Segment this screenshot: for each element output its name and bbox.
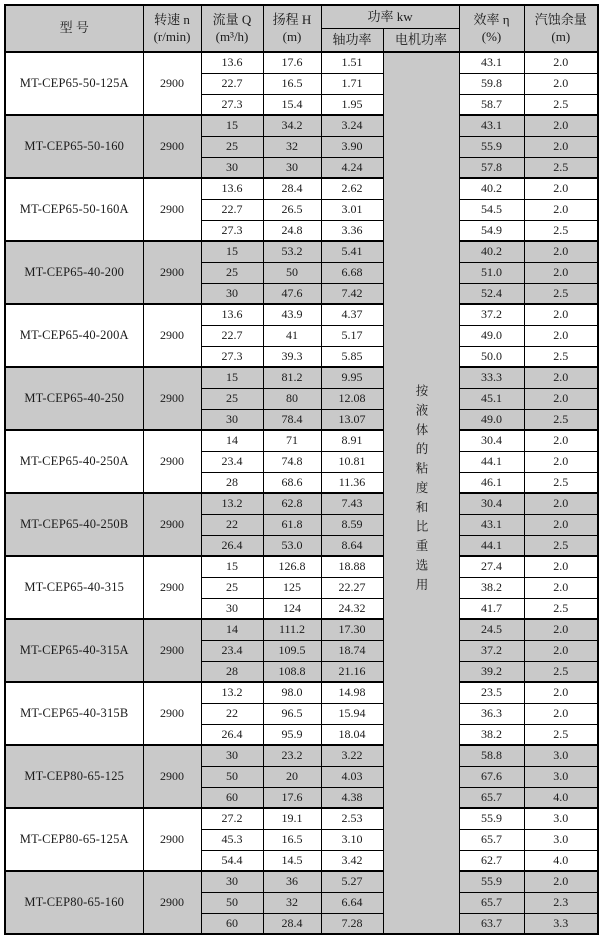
shaft-power-cell: 6.64 [321,892,383,913]
flow-cell: 28 [201,661,263,682]
shaft-power-cell: 7.28 [321,913,383,934]
header-efficiency: 效率 η (%) [459,5,524,52]
head-cell: 20 [263,766,321,787]
shaft-power-cell: 14.98 [321,682,383,703]
efficiency-cell: 44.1 [459,535,524,556]
table-row [5,115,598,136]
model-cell: MT-CEP65-50-160A [5,178,143,241]
shaft-power-cell: 18.88 [321,556,383,577]
head-cell: 36 [263,871,321,892]
flow-cell: 22.7 [201,73,263,94]
head-cell: 71 [263,430,321,451]
npsh-cell: 4.0 [524,787,598,808]
shaft-power-cell: 1.71 [321,73,383,94]
flow-cell: 25 [201,136,263,157]
flow-cell: 15 [201,367,263,388]
flow-cell: 22 [201,514,263,535]
flow-cell: 45.3 [201,829,263,850]
head-cell: 15.4 [263,94,321,115]
head-cell: 95.9 [263,724,321,745]
efficiency-cell: 38.2 [459,577,524,598]
shaft-power-cell: 5.17 [321,325,383,346]
npsh-cell: 2.0 [524,388,598,409]
table-row [5,178,598,199]
speed-cell: 2900 [143,115,201,178]
flow-cell: 14 [201,430,263,451]
npsh-cell: 2.5 [524,157,598,178]
efficiency-cell: 65.7 [459,829,524,850]
speed-cell: 2900 [143,178,201,241]
head-cell: 53.2 [263,241,321,262]
npsh-cell: 2.0 [524,52,598,73]
head-cell: 28.4 [263,913,321,934]
npsh-cell: 2.5 [524,283,598,304]
head-cell: 32 [263,136,321,157]
flow-cell: 25 [201,577,263,598]
npsh-cell: 2.0 [524,556,598,577]
flow-cell: 26.4 [201,724,263,745]
npsh-cell: 2.0 [524,682,598,703]
model-cell: MT-CEP80-65-160 [5,871,143,934]
efficiency-cell: 37.2 [459,640,524,661]
shaft-power-cell: 3.42 [321,850,383,871]
head-cell: 17.6 [263,52,321,73]
model-cell: MT-CEP65-40-315A [5,619,143,682]
table-row [5,808,598,829]
head-cell: 26.5 [263,199,321,220]
head-cell: 16.5 [263,829,321,850]
head-cell: 126.8 [263,556,321,577]
header-head: 扬程 H (m) [263,5,321,52]
flow-cell: 30 [201,598,263,619]
head-cell: 30 [263,157,321,178]
speed-cell: 2900 [143,682,201,745]
npsh-cell: 2.0 [524,73,598,94]
shaft-power-cell: 8.64 [321,535,383,556]
head-cell: 78.4 [263,409,321,430]
head-cell: 80 [263,388,321,409]
efficiency-cell: 37.2 [459,304,524,325]
efficiency-cell: 33.3 [459,367,524,388]
flow-cell: 25 [201,262,263,283]
speed-cell: 2900 [143,745,201,808]
efficiency-cell: 58.8 [459,745,524,766]
head-cell: 14.5 [263,850,321,871]
table-row [5,304,598,325]
flow-cell: 14 [201,619,263,640]
table-row [5,619,598,640]
efficiency-cell: 59.8 [459,73,524,94]
efficiency-cell: 38.2 [459,724,524,745]
flow-cell: 22.7 [201,325,263,346]
efficiency-cell: 27.4 [459,556,524,577]
shaft-power-cell: 15.94 [321,703,383,724]
npsh-cell: 2.5 [524,94,598,115]
shaft-power-cell: 24.32 [321,598,383,619]
shaft-power-cell: 9.95 [321,367,383,388]
npsh-cell: 2.0 [524,514,598,535]
flow-cell: 22.7 [201,199,263,220]
efficiency-cell: 52.4 [459,283,524,304]
npsh-cell: 2.5 [524,472,598,493]
efficiency-cell: 67.6 [459,766,524,787]
flow-cell: 60 [201,787,263,808]
efficiency-cell: 49.0 [459,325,524,346]
shaft-power-cell: 3.90 [321,136,383,157]
efficiency-cell: 24.5 [459,619,524,640]
head-cell: 61.8 [263,514,321,535]
flow-cell: 30 [201,409,263,430]
head-cell: 39.3 [263,346,321,367]
npsh-cell: 2.3 [524,892,598,913]
speed-cell: 2900 [143,871,201,934]
table-row [5,745,598,766]
head-cell: 96.5 [263,703,321,724]
header-model-label: 型 号 [59,20,89,36]
shaft-power-cell: 5.41 [321,241,383,262]
efficiency-cell: 62.7 [459,850,524,871]
motor-power-note-cell [383,52,459,934]
head-cell: 98.0 [263,682,321,703]
shaft-power-cell: 5.27 [321,871,383,892]
flow-cell: 50 [201,892,263,913]
npsh-cell: 3.3 [524,913,598,934]
flow-cell: 13.2 [201,493,263,514]
efficiency-cell: 51.0 [459,262,524,283]
npsh-cell: 3.0 [524,808,598,829]
header-model [5,5,143,52]
header-power: 功率 kw [321,5,459,29]
flow-cell: 60 [201,913,263,934]
flow-cell: 13.6 [201,52,263,73]
flow-cell: 30 [201,745,263,766]
head-cell: 108.8 [263,661,321,682]
head-cell: 43.9 [263,304,321,325]
efficiency-cell: 54.9 [459,220,524,241]
npsh-cell: 2.0 [524,703,598,724]
shaft-power-cell: 2.62 [321,178,383,199]
model-cell: MT-CEP65-50-160 [5,115,143,178]
head-cell: 109.5 [263,640,321,661]
npsh-cell: 3.0 [524,829,598,850]
npsh-cell: 2.0 [524,871,598,892]
npsh-cell: 2.0 [524,367,598,388]
shaft-power-cell: 11.36 [321,472,383,493]
shaft-power-cell: 17.30 [321,619,383,640]
shaft-power-cell: 4.03 [321,766,383,787]
flow-cell: 27.3 [201,220,263,241]
header-speed: 转速 n (r/min) [143,5,201,52]
head-cell: 28.4 [263,178,321,199]
npsh-cell: 3.0 [524,766,598,787]
shaft-power-cell: 3.36 [321,220,383,241]
head-cell: 62.8 [263,493,321,514]
speed-cell: 2900 [143,304,201,367]
speed-cell: 2900 [143,430,201,493]
npsh-cell: 2.0 [524,136,598,157]
speed-cell: 2900 [143,367,201,430]
npsh-cell: 2.0 [524,577,598,598]
flow-cell: 28 [201,472,263,493]
head-cell: 81.2 [263,367,321,388]
shaft-power-cell: 7.42 [321,283,383,304]
efficiency-cell: 55.9 [459,136,524,157]
shaft-power-cell: 8.91 [321,430,383,451]
efficiency-cell: 58.7 [459,94,524,115]
efficiency-cell: 43.1 [459,115,524,136]
flow-cell: 23.4 [201,640,263,661]
model-cell: MT-CEP65-40-315B [5,682,143,745]
head-cell: 16.5 [263,73,321,94]
efficiency-cell: 49.0 [459,409,524,430]
speed-cell: 2900 [143,808,201,871]
model-cell: MT-CEP80-65-125A [5,808,143,871]
npsh-cell: 2.0 [524,178,598,199]
efficiency-cell: 65.7 [459,787,524,808]
flow-cell: 13.2 [201,682,263,703]
flow-cell: 13.6 [201,178,263,199]
shaft-power-cell: 1.51 [321,52,383,73]
efficiency-cell: 65.7 [459,892,524,913]
shaft-power-cell: 4.24 [321,157,383,178]
head-cell: 34.2 [263,115,321,136]
efficiency-cell: 36.3 [459,703,524,724]
npsh-cell: 2.0 [524,304,598,325]
efficiency-cell: 40.2 [459,241,524,262]
speed-cell: 2900 [143,241,201,304]
table-row [5,367,598,388]
shaft-power-cell: 6.68 [321,262,383,283]
shaft-power-cell: 5.85 [321,346,383,367]
flow-cell: 27.2 [201,808,263,829]
flow-cell: 30 [201,157,263,178]
efficiency-cell: 55.9 [459,871,524,892]
model-cell: MT-CEP65-40-250B [5,493,143,556]
speed-cell: 2900 [143,52,201,115]
npsh-cell: 4.0 [524,850,598,871]
flow-cell: 30 [201,871,263,892]
shaft-power-cell: 4.37 [321,304,383,325]
npsh-cell: 2.5 [524,598,598,619]
model-cell: MT-CEP65-40-315 [5,556,143,619]
motor-power-note-text: 按液体的粘度和比重选用 [414,384,428,598]
efficiency-cell: 30.4 [459,430,524,451]
npsh-cell: 2.0 [524,451,598,472]
pump-table-body [5,52,598,934]
efficiency-cell: 46.1 [459,472,524,493]
table-row [5,556,598,577]
flow-cell: 25 [201,388,263,409]
head-cell: 50 [263,262,321,283]
speed-cell: 2900 [143,556,201,619]
model-cell: MT-CEP65-50-125A [5,52,143,115]
flow-cell: 23.4 [201,451,263,472]
flow-cell: 22 [201,703,263,724]
shaft-power-cell: 12.08 [321,388,383,409]
efficiency-cell: 44.1 [459,451,524,472]
flow-cell: 30 [201,283,263,304]
table-row [5,52,598,73]
shaft-power-cell: 18.04 [321,724,383,745]
efficiency-cell: 40.2 [459,178,524,199]
table-row [5,682,598,703]
flow-cell: 54.4 [201,850,263,871]
speed-cell: 2900 [143,493,201,556]
header-npsh: 汽蚀余量 (m) [524,5,598,52]
efficiency-cell: 41.7 [459,598,524,619]
head-cell: 19.1 [263,808,321,829]
head-cell: 41 [263,325,321,346]
efficiency-cell: 30.4 [459,493,524,514]
efficiency-cell: 45.1 [459,388,524,409]
npsh-cell: 2.5 [524,724,598,745]
npsh-cell: 2.5 [524,346,598,367]
head-cell: 24.8 [263,220,321,241]
npsh-cell: 2.5 [524,220,598,241]
flow-cell: 27.3 [201,346,263,367]
npsh-cell: 3.0 [524,745,598,766]
shaft-power-cell: 3.22 [321,745,383,766]
npsh-cell: 2.0 [524,199,598,220]
flow-cell: 15 [201,241,263,262]
shaft-power-cell: 13.07 [321,409,383,430]
efficiency-cell: 63.7 [459,913,524,934]
shaft-power-cell: 1.95 [321,94,383,115]
npsh-cell: 2.0 [524,115,598,136]
shaft-power-cell: 10.81 [321,451,383,472]
flow-cell: 15 [201,556,263,577]
shaft-power-cell: 22.27 [321,577,383,598]
efficiency-cell: 55.9 [459,808,524,829]
npsh-cell: 2.5 [524,661,598,682]
header-row-top [5,5,598,29]
efficiency-cell: 50.0 [459,346,524,367]
header-flow: 流量 Q (m³/h) [201,5,263,52]
shaft-power-cell: 3.01 [321,199,383,220]
model-cell: MT-CEP65-40-250A [5,430,143,493]
head-cell: 17.6 [263,787,321,808]
npsh-cell: 2.0 [524,262,598,283]
model-cell: MT-CEP65-40-250 [5,367,143,430]
head-cell: 74.8 [263,451,321,472]
npsh-cell: 2.0 [524,619,598,640]
pump-spec-table [4,4,599,935]
shaft-power-cell: 7.43 [321,493,383,514]
npsh-cell: 2.0 [524,640,598,661]
npsh-cell: 2.5 [524,409,598,430]
npsh-cell: 2.0 [524,493,598,514]
efficiency-cell: 43.1 [459,514,524,535]
npsh-cell: 2.0 [524,325,598,346]
npsh-cell: 2.0 [524,241,598,262]
speed-cell: 2900 [143,619,201,682]
efficiency-cell: 54.5 [459,199,524,220]
table-row [5,493,598,514]
head-cell: 47.6 [263,283,321,304]
model-cell: MT-CEP80-65-125 [5,745,143,808]
head-cell: 124 [263,598,321,619]
table-row [5,241,598,262]
flow-cell: 15 [201,115,263,136]
flow-cell: 26.4 [201,535,263,556]
header-motor-power: 电机功率 [383,29,459,53]
head-cell: 23.2 [263,745,321,766]
head-cell: 32 [263,892,321,913]
flow-cell: 13.6 [201,304,263,325]
head-cell: 53.0 [263,535,321,556]
model-cell: MT-CEP65-40-200A [5,304,143,367]
shaft-power-cell: 3.10 [321,829,383,850]
flow-cell: 50 [201,766,263,787]
flow-cell: 27.3 [201,94,263,115]
table-row [5,871,598,892]
shaft-power-cell: 8.59 [321,514,383,535]
npsh-cell: 2.0 [524,430,598,451]
shaft-power-cell: 21.16 [321,661,383,682]
head-cell: 68.6 [263,472,321,493]
head-cell: 111.2 [263,619,321,640]
efficiency-cell: 43.1 [459,52,524,73]
head-cell: 125 [263,577,321,598]
header-shaft-power: 轴功率 [321,29,383,53]
npsh-cell: 2.5 [524,535,598,556]
shaft-power-cell: 18.74 [321,640,383,661]
efficiency-cell: 57.8 [459,157,524,178]
efficiency-cell: 23.5 [459,682,524,703]
shaft-power-cell: 3.24 [321,115,383,136]
efficiency-cell: 39.2 [459,661,524,682]
shaft-power-cell: 4.38 [321,787,383,808]
shaft-power-cell: 2.53 [321,808,383,829]
model-cell: MT-CEP65-40-200 [5,241,143,304]
table-header [5,5,598,52]
table-row [5,430,598,451]
